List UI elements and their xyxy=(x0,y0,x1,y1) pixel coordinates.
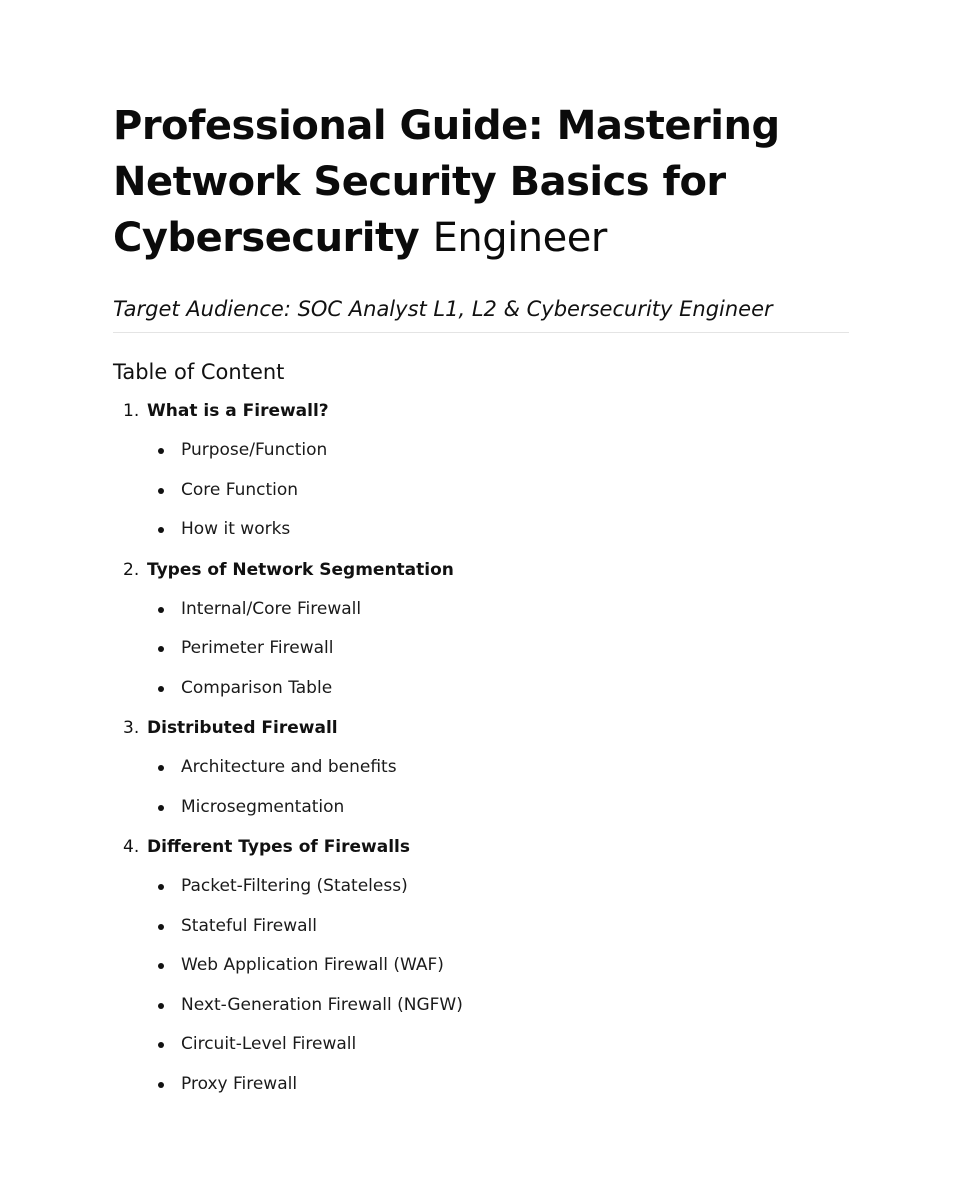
toc-subsection-label: Proxy Firewall xyxy=(181,1073,298,1094)
toc-subsection-label: Stateful Firewall xyxy=(181,915,317,936)
table-of-contents xyxy=(113,391,849,1104)
bullet-icon xyxy=(158,805,164,811)
toc-section xyxy=(113,391,849,550)
toc-subsection-label: Next-Generation Firewall (NGFW) xyxy=(181,994,463,1015)
toc-section-number: 1. xyxy=(123,401,140,421)
toc-subsection-label: Web Application Firewall (WAF) xyxy=(181,955,444,975)
bullet-icon xyxy=(158,527,164,533)
bullet-icon xyxy=(158,1042,164,1048)
toc-subsection-label: Circuit-Level Firewall xyxy=(181,1034,357,1054)
toc-subsection-item[interactable] xyxy=(113,510,849,550)
toc-subsection-item[interactable] xyxy=(113,431,849,471)
bullet-icon xyxy=(158,448,164,454)
toc-section-title: Different Types of Firewalls xyxy=(147,837,410,857)
toc-subsection-item[interactable] xyxy=(113,986,849,1026)
toc-section-number: 4. xyxy=(123,837,140,857)
page-title xyxy=(113,98,849,266)
toc-subsection-item[interactable] xyxy=(113,788,849,828)
toc-subsection-item[interactable] xyxy=(113,748,849,788)
toc-subsection-label: How it works xyxy=(181,519,291,539)
bullet-icon xyxy=(158,686,164,692)
page-title-bold: Professional Guide: Mastering Network Security Basics for Cybersecurity xyxy=(113,103,780,261)
bullet-icon xyxy=(158,1082,164,1088)
divider xyxy=(113,332,849,333)
toc-subsection-item[interactable] xyxy=(113,1025,849,1065)
toc-section-row[interactable] xyxy=(113,550,849,590)
page-subtitle: Target Audience: SOC Analyst L1, L2 & Cybersecurity Engineer xyxy=(113,297,773,321)
bullet-icon xyxy=(158,924,164,930)
toc-subsection-label: Purpose/Function xyxy=(181,440,328,460)
toc-subsection-list xyxy=(113,431,849,550)
toc-section xyxy=(113,550,849,709)
toc-subsection-list xyxy=(113,748,849,827)
toc-section xyxy=(113,708,849,827)
toc-subsection-label: Packet-Filtering (Stateless) xyxy=(181,876,408,896)
toc-subsection-list xyxy=(113,590,849,709)
toc-subsection-item[interactable] xyxy=(113,471,849,511)
toc-subsection-item[interactable] xyxy=(113,629,849,669)
toc-subsection-item[interactable] xyxy=(113,907,849,947)
toc-section-title: What is a Firewall? xyxy=(147,401,329,421)
toc-section-row[interactable] xyxy=(113,391,849,431)
bullet-icon xyxy=(158,765,164,771)
toc-subsection-item[interactable] xyxy=(113,867,849,907)
page-title-normal: Engineer xyxy=(432,215,607,261)
bullet-icon xyxy=(158,488,164,494)
toc-section-title: Distributed Firewall xyxy=(147,718,338,738)
bullet-icon xyxy=(158,884,164,890)
toc-subsection-label: Architecture and benefits xyxy=(181,757,397,777)
toc-heading: Table of Content xyxy=(113,360,285,384)
toc-section-number: 2. xyxy=(123,559,140,580)
bullet-icon xyxy=(158,963,164,969)
toc-subsection-item[interactable] xyxy=(113,669,849,709)
toc-subsection-item[interactable] xyxy=(113,1065,849,1105)
toc-subsection-label: Comparison Table xyxy=(181,677,333,698)
toc-subsection-item[interactable] xyxy=(113,590,849,630)
toc-subsection-item[interactable] xyxy=(113,946,849,986)
toc-section-title: Types of Network Segmentation xyxy=(147,559,454,580)
toc-subsection-label: Core Function xyxy=(181,479,299,500)
toc-section-number: 3. xyxy=(123,718,140,738)
bullet-icon xyxy=(158,646,164,652)
bullet-icon xyxy=(158,1003,164,1009)
toc-subsection-list xyxy=(113,867,849,1104)
bullet-icon xyxy=(158,607,164,613)
toc-section-row[interactable] xyxy=(113,708,849,748)
toc-section xyxy=(113,827,849,1104)
toc-subsection-label: Internal/Core Firewall xyxy=(181,598,362,619)
toc-subsection-label: Microsegmentation xyxy=(181,796,345,817)
toc-subsection-label: Perimeter Firewall xyxy=(181,638,334,658)
toc-section-row[interactable] xyxy=(113,827,849,867)
